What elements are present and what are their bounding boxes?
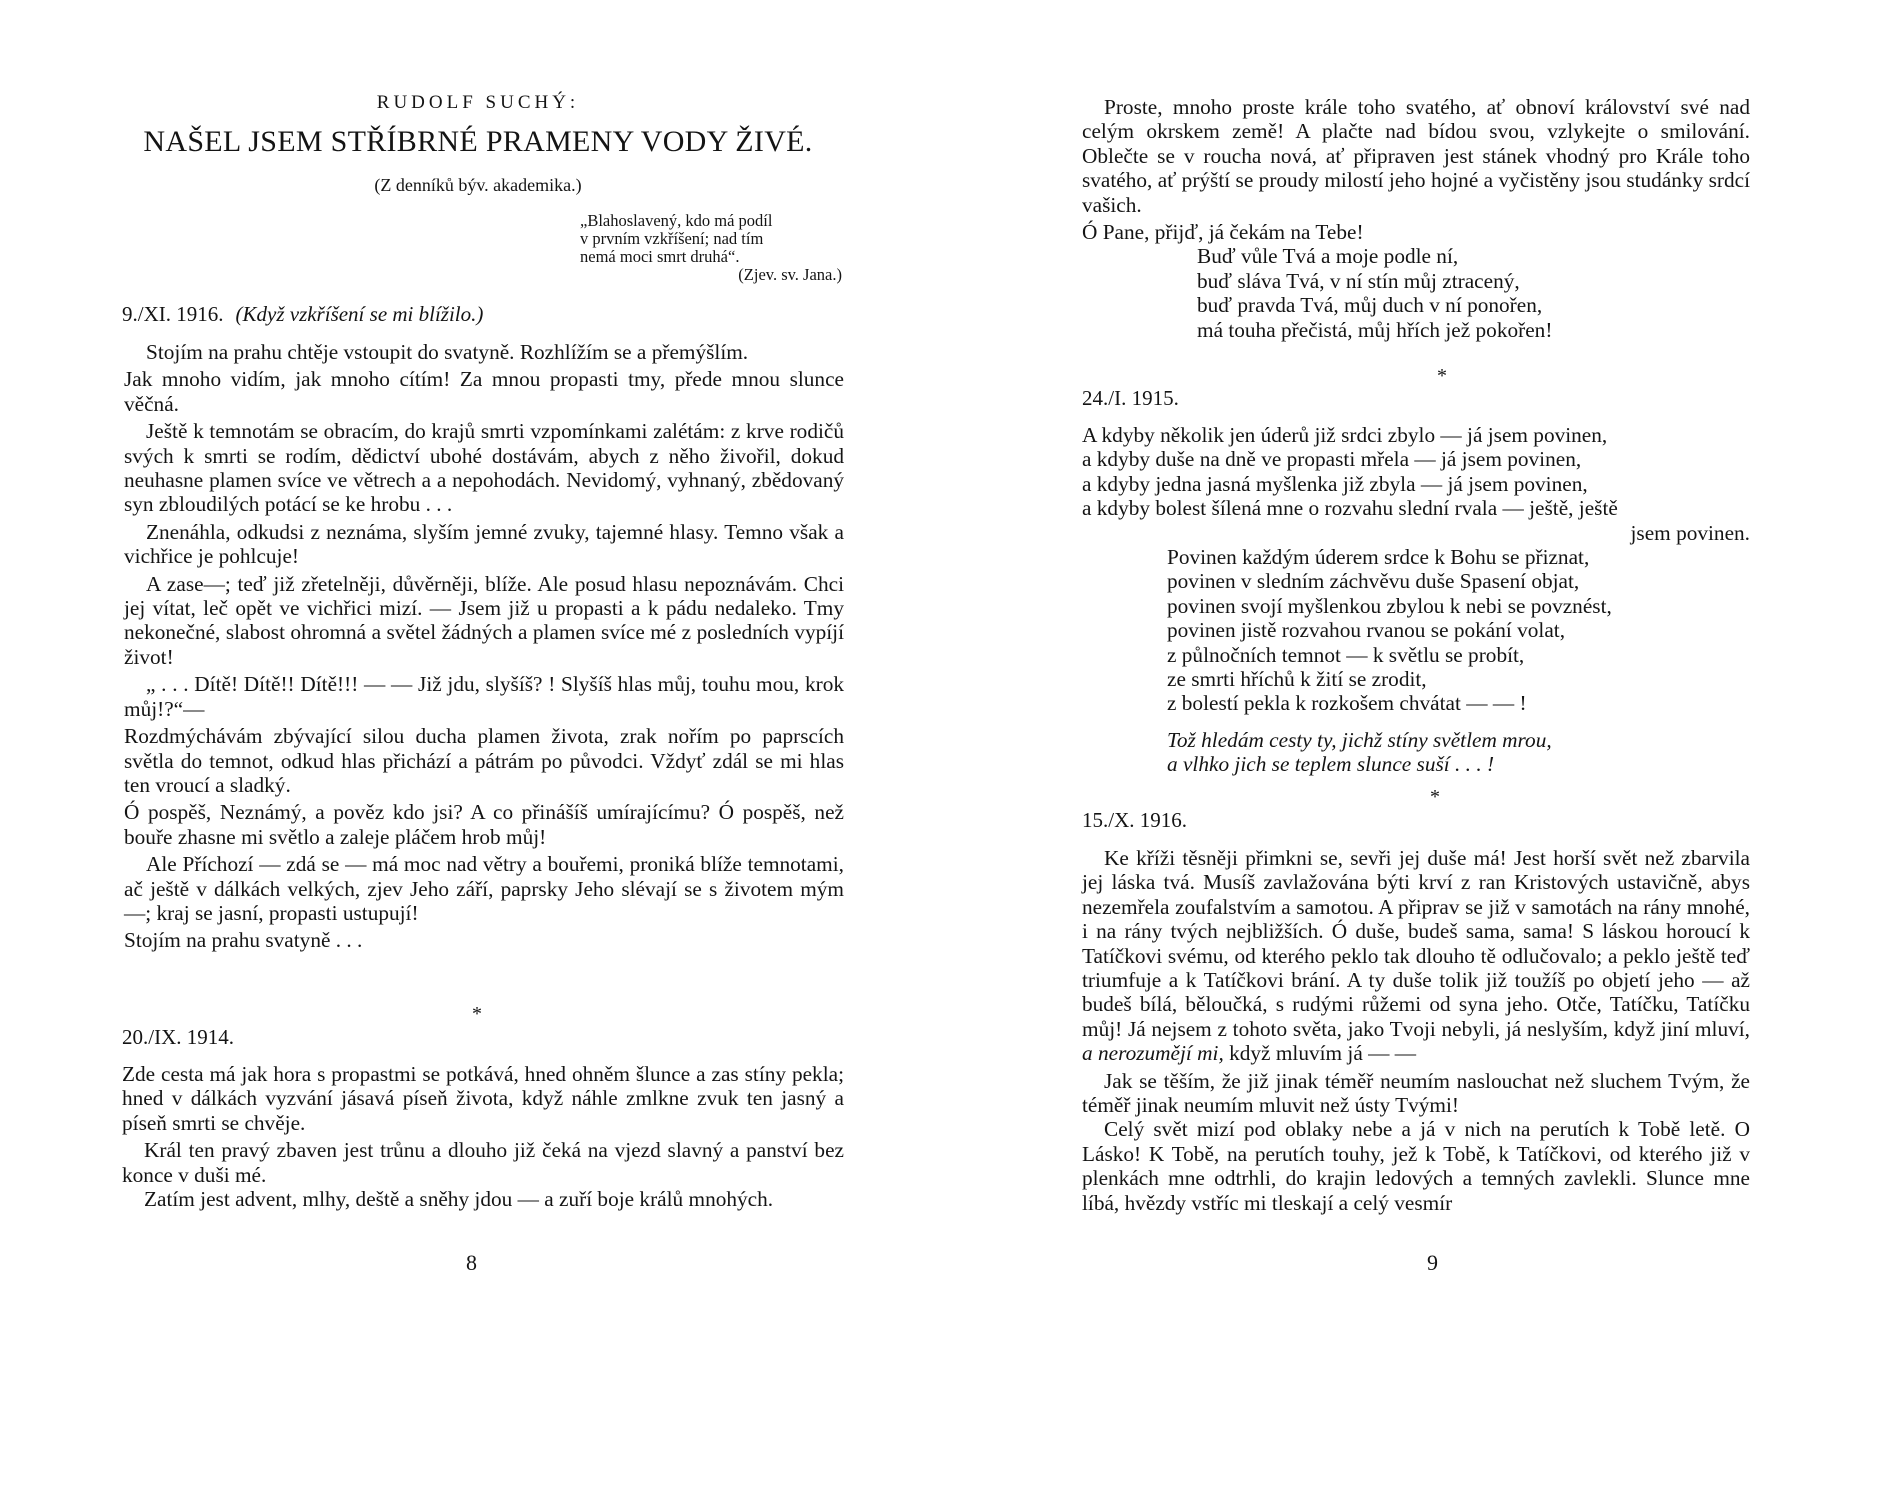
entry-text [1082,423,1750,777]
paragraph: Stojím na prahu svatyně . . . [124,928,363,953]
verse-line: ze smrti hříchů k žití se zrodit, [1167,667,1427,692]
entry-date: 24./I. 1915. [1082,386,1179,410]
emphasis: a nerozumějí mi, [1082,1041,1224,1066]
verse-line: Povinen každým úderem srdce k Bohu se přiznat, [1167,545,1590,570]
page-number: 8 [466,1250,477,1275]
text-line: a kdyby jedna jasná myšlenka již zbyla — já jsem povinen, [1082,471,1588,496]
epigraph-line: v prvním vzkříšení; nad tím [580,229,764,248]
section-asterisk: * [1437,365,1447,387]
text-line: A kdyby několik jen úderů již srdci zbylo — já jsem povinen, [1082,423,1608,447]
text-line-end: jsem povinen. [1630,520,1750,545]
paragraph: Proste, mnoho proste krále toho svatého, ať obnoví království své nad celým okrskem země! A plačte nad bídou svou, vzlykejte o smilování. Oblečte se v roucha nová, ať připraven jest stánek vhodný pro Krále toho svatého, ať prýští se proudy milostí jeho hojné a vyčistěny jsou studánky srdcí vašich. [1082,95,1750,217]
paragraph: Znenáhla, odkudsi z neznáma, slyším jemné zvuky, tajemné hlasy. Temno však a vichřice je pohlcuje! [124,519,844,569]
paragraph: A zase—; teď již zřetelněji, důvěrněji, blíže. Ale posud hlasu nepoznávám. Chci jej vítat, leč opět ve vichřici mizí. — Jsem již u propasti a k pádu nedaleko. Tmy nekonečné, slabost ohromná a světel žádných a plamen svíce mé z posledních vypíjí život! [124,571,844,669]
verse-line: povinen v sledním záchvěvu duše Spasení objat, [1167,569,1580,594]
chapter-subtitle: (Z denníků býv. akademika.) [374,175,582,195]
paragraph: Král ten pravý zbaven jest trůnu a dlouho již čeká na vjezd slavný a panství bez konce v duši mé. [122,1138,844,1187]
verse-line-italic: Tož hledám cesty ty, jichž stíny světlem mrou, [1167,727,1552,752]
entry-text [124,340,844,956]
verse-line: z bolestí pekla k rozkošem chvátat — — ! [1167,691,1527,716]
verse-line: z půlnočních temnot — k světlu se probít, [1167,642,1525,667]
verse-line: povinen jistě rozvahou rvanou se pokání volat, [1167,618,1566,643]
paragraph: Celý svět mizí pod oblaky nebe a já v nich na perutích k Tobě letě. O Lásko! K Tobě, na perutích touhy, jež k Tobě, k Tatíčkovi, od kterého již v plenkách mne odtrhli, do krajin ledových a temných zavlekli. Slunce mne líbá, hvězdy vstříc mi tleskají a celý vesmír [1082,1117,1750,1215]
verse-line: má touha přečistá, můj hřích jež pokořen! [1197,317,1553,342]
paragraph: Ale Příchozí — zdá se — má moc nad větry a bouřemi, proniká blíže temnotami, ač ještě v dálkách velkých, zjev Jeho září, paprsky Jeho slévají se s životem mým—; kraj se jasní, propasti ustupují! [124,852,844,925]
entry-text [122,1062,844,1214]
verse [1167,545,1750,777]
entry-dateline [122,302,483,327]
text-line: a kdyby bolest šílená mne o rozvahu slední rvala — ještě, ještě [1082,496,1618,521]
verse-line: povinen svojí myšlenkou zbylou k nebi se povznést, [1167,593,1612,618]
section-asterisk: * [1430,786,1440,808]
paragraph-text: Ke kříži těsněji přimkni se, sevři jej duše má! Jest horší svět než zbarvila jej láska tvá. Musíš zavlažována býti krví z ran Kristových ustavičně, abys nezemřela zoufalstvím a samotou. A připrav se již v samotách na rány mnohé, i na rány tvých nejbližších. Ó duše, budeš sama, sama! S láskou horoucí k Tatíčkovi svému, od kterého peklo tak dlouho tě odlučovalo; a peklo ještě teď triumfuje a k Tatíčkovi brání. A ty duše tolik již toužíš po objetí jeho — až budeš bílá, bělоučká, s rudými růžemi od syna jeho. Otče, Tatíčku, Tatíčku můj! Já nejsem z tohoto světa, jako Tvoji nebyli, já neslyším, když jiní mluví, [1082,846,1750,1041]
entry-note: (Když vzkříšení se mi blížilo.) [235,302,484,326]
verse-line: buď pravda Tvá, můj duch v ní ponořen, [1197,293,1543,318]
verse-line-italic: a vlhko jich se teplem slunce suší . . . ! [1167,752,1495,777]
verse [1197,244,1750,342]
section-asterisk: * [472,1003,482,1025]
epigraph-line: nemá moci smrt druhá“. [580,247,740,266]
epigraph-line: „Blahoslavený, kdo má podíl [580,211,773,230]
author-name: RUDOLF SUCHÝ: [376,92,580,113]
chapter-title: NAŠEL JSEM STŘÍBRNÉ PRAMENY VODY ŽIVÉ. [143,125,813,158]
entry-date: 20./IX. 1914. [122,1025,234,1049]
paragraph-text: když mluvím já — — [1229,1041,1417,1066]
entry-text [1082,846,1750,1218]
verse-line: Buď vůle Tvá a moje podle ní, [1197,244,1459,269]
verse-line: buď sláva Tvá, v ní stín můj ztracený, [1197,268,1520,293]
right-page [952,0,1904,1500]
epigraph-source: (Zjev. sv. Jana.) [738,265,842,284]
paragraph: Zde cesta má jak hora s propastmi se potkává, hned ohněm šlunce a zas stíny pekla; hned v dálkách vyzvání jásavá píseň života, když náhle zmlkne zvuk ten jasný a píseň smrti se chvěje. [122,1062,844,1135]
paragraph: „ . . . Dítě! Dítě!! Dítě!!! — — Již jdu, slyšíš? ! Slyšíš hlas můj, touhu mou, krok můj!?“— [124,672,844,721]
invocation: Ó Pane, přijď, já čekám na Tebe! [1082,220,1364,245]
paragraph: Ó pospěš, Neznámý, a pověz kdo jsi? A co přinášíš umírajícímu? Ó pospěš, než bouře zhasne mi světlo a zaleje pláčem hrob můj! [124,800,844,849]
paragraph: Jak mnoho vidím, jak mnoho cítím! Za mnou propasti tmy, přede mnou slunce věčná. [124,367,844,416]
paragraph [1082,846,1750,1066]
paragraph: Ještě k temnotám se obracím, do krajů smrti vzpomínkami zalétám: z krve rodičů svých k smrti se rodím, dědictví ubohé dostávám, abych z něho živořil, dokud neuhasne plamen svíce ve větrech a a nepohodách. Nevidomý, vyhnaný, zbědovaný syn zbloudilých potácí se ke hrobu . . . [124,419,844,517]
entry-date: 15./X. 1916. [1082,808,1187,832]
paragraph: Rozdmýchávám zbývající silou ducha plamen života, zrak nořím po paprscích světla do temnot, odkud hlas přichází a pátrám po původci. Vždyť zdál se mi hlas ten vroucí a sladký. [124,724,844,797]
paragraph: Stojím na prahu chtěje vstoupit do svatyně. Rozhlížím se a přemýšlím. [146,340,749,364]
page-number: 9 [1427,1250,1438,1275]
epigraph [580,212,845,284]
paragraph: Jak se těším, že již jinak téměř neumím naslouchat než sluchem Tvým, že téměř jinak neumím mluvit než ústy Tvými! [1082,1068,1750,1118]
paragraph: Zatím jest advent, mlhy, deště a sněhy jdou — a zuří boje králů mnohých. [144,1187,774,1212]
intro-text [1082,95,1750,342]
text-line: a kdyby duše na dně ve propasti mřela — já jsem povinen, [1082,447,1582,472]
entry-date: 9./XI. 1916. [122,302,224,326]
